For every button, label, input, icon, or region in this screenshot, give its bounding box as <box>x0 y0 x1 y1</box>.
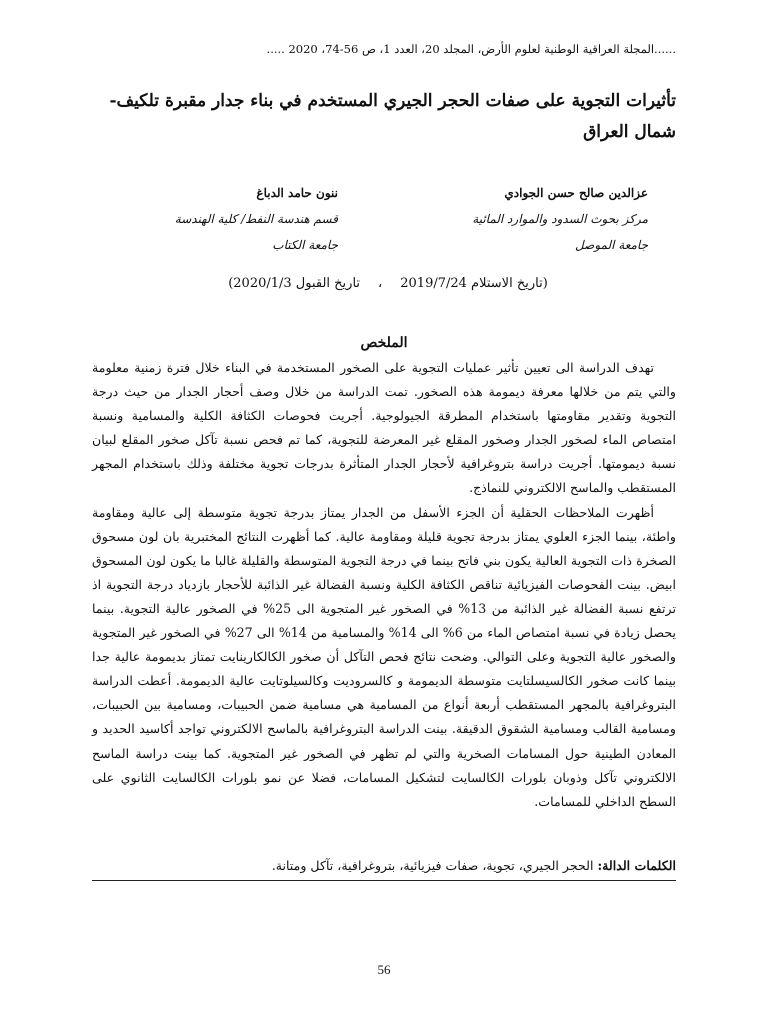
abstract-heading: الملخص <box>360 335 408 351</box>
author-institution: جامعة الكتاب <box>272 238 338 252</box>
author-affiliation: مركز بحوث السدود والموارد المائية <box>472 212 648 226</box>
keywords <box>92 856 676 876</box>
received-date: (تاريخ الاستلام 2019/7/24 <box>400 276 548 291</box>
date-separator: ، <box>378 276 383 291</box>
abstract-body <box>92 356 676 814</box>
accepted-date: تاريخ القبول 2020/1/3) <box>228 276 361 291</box>
abstract-paragraph: تهدف الدراسة الى تعيين تأثير عمليات التجوية على الصخور المستخدمة في البناء خلال فترة زمنية معلومة والتي يتم من خلالها معرفة ديمومة هذه الصخور. تمت الدراسة من خلال وصف أحجار الجدار من حيث درجة التجوية وتقدير مقاومتها باستخدام المطرقة الجيولوجية. أجريت فحوصات الكثافة الكلية والمسامية ونسبة امتصاص الماء لصخور الجدار وصخور المقلع غير المعرضة للتجوية، كما تم فحص نسبة تآكل صخور المقلع لبيان نسبة ديمومتها. أجريت دراسة بتروغرافية لأحجار الجدار المتأثرة بدرجات تجوية مختلفة وذلك باستخدام المجهر المستقطب والماسح الالكتروني للنماذج. <box>92 360 676 496</box>
keywords-text: الحجر الجيري، تجوية، صفات فيزيائية، بتروغرافية، تآكل ومتانة. <box>271 858 594 873</box>
journal-header: ......المجلة العراقية الوطنية لعلوم الأرض، المجلد 20، العدد 1، ص 56-74، 2020 ..... <box>266 42 676 56</box>
author-affiliation: قسم هندسة النفط/ كلية الهندسة <box>174 212 338 226</box>
authors-block <box>108 180 648 260</box>
paper-title: تأثيرات التجوية على صفات الحجر الجيري المستخدم في بناء جدار مقبرة تلكيف- شمال العراق <box>109 91 676 142</box>
author-name: ننون حامد الدباغ <box>256 186 338 200</box>
keywords-label: الكلمات الدالة: <box>597 858 676 873</box>
submission-dates <box>138 276 638 291</box>
author-2 <box>108 180 338 258</box>
author-institution: جامعة الموصل <box>575 238 648 252</box>
divider <box>92 880 676 881</box>
page-number: 56 <box>377 962 391 977</box>
author-1 <box>388 180 648 258</box>
abstract-paragraph: أظهرت الملاحظات الحقلية أن الجزء الأسفل من الجدار يمتاز بدرجة تجوية متوسطة إلى عالية ومقاومة واطئة، بينما الجزء العلوي يمتاز بدرجة تجوية قليلة ومقاومة عالية. كما أظهرت النتائج المختبرية بان لون مسحوق الصخرة ذات التجوية العالية يكون بني فاتح بينما في درجة التجوية المتوسطة والقليلة غالبا ما يكون لون المسحوق ابيض. بينت الفحوصات الفيزيائية تناقص الكثافة الكلية ونسبة الفضالة غير الذائبة للأحجار بازدياد درجة التجوية اذ ترتفع نسبة الفضالة غير الذائبة من 13% في الصخور غير المتجوية الى 25% في الصخور عالية التجوية. بينما يحصل زيادة في نسبة امتصاص الماء من 6% الى 14% والمسامية من 14% الى 27% في الصخور غير المتجوية والصخور عالية التجوية وعلى التوالي. وضحت نتائج فحص التآكل أن صخور الكالكارينايت تمتاز بديمومة عالية جدا بينما كانت صخور الكالسيسلتايت متوسطة الديمومة و كالسروديت وكالسيلوتايت عالية الديمومة. أعطت الدراسة البتروغرافية بالمجهر المستقطب أربعة أنواع من المسامية هي مسامية ضمن الحبيبات، ومسامية بين الحبيبات، ومسامية القالب ومسامية الشقوق الدقيقة. بينت الدراسة البتروغرافية بالماسح الالكتروني تواجد أكاسيد الحديد و المعادن الطينية حول المسامات الصخرية والتي لم تظهر في الصخور غير المتجوية. كما بينت دراسة الماسح الالكتروني تآكل وذوبان بلورات الكالسايت لتشكيل المسامات، فضلا عن نمو بلورات الكالسايت الثانوي على السطح الداخلي للمسامات. <box>92 504 677 809</box>
author-name: عزالدين صالح حسن الجوادي <box>504 186 648 200</box>
